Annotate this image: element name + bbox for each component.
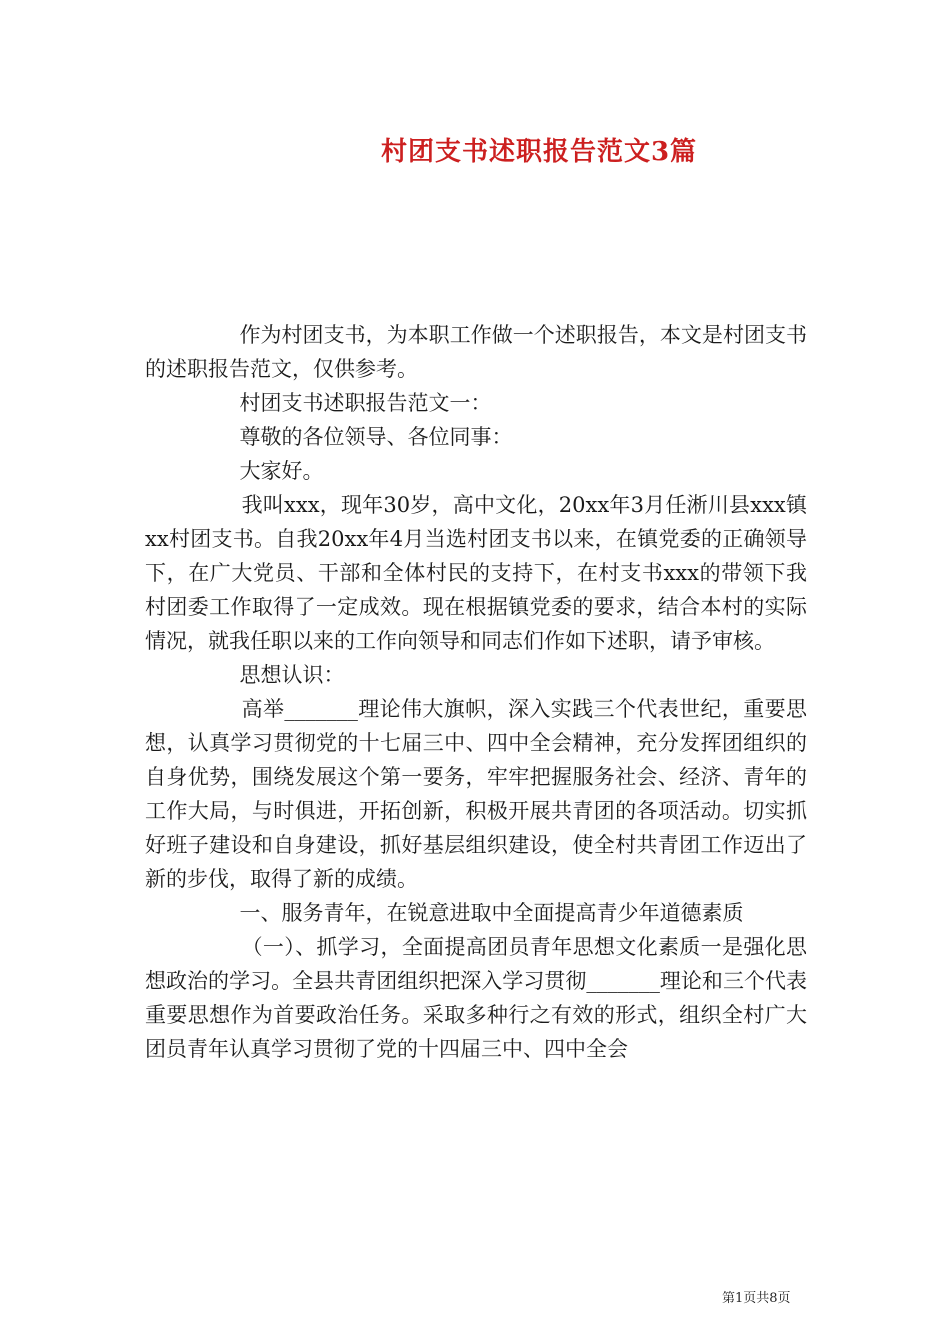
paragraph-salutation: 尊敬的各位领导、各位同事： [239,425,513,449]
document-title: 村团支书述职报告范文3篇 [380,137,698,167]
paragraph-study: （一）、抓学习，全面提高团员青年思想文化素质一是强化思想政治的学习。全县共青团组织把深入学习贯彻_______理论和三个代表重要思想作为首要政治任务。采取多种行之有效的形式，组织全村广大团员青年认真学习贯彻了党的十四届三中、四中全会 [145,935,807,1061]
page-number: 第1页共8页 [722,1291,791,1306]
paragraph-greeting: 大家好。 [239,459,324,483]
paragraph-section-heading: 思想认识： [239,663,345,687]
paragraph-heading-one: 一、服务青年，在锐意进取中全面提高青少年道德素质 [239,901,744,925]
document-body [145,318,807,1066]
paragraph-subtitle: 村团支书述职报告范文一： [239,391,492,415]
paragraph-ideology: 高举_______理论伟大旗帜，深入实践三个代表世纪，重要思想，认真学习贯彻党的十七届三中、四中全会精神，充分发挥团组织的自身优势，围绕发展这个第一要务，牢牢把握服务社会、经济、青年的工作大局，与时俱进，开拓创新，积极开展共青团的各项活动。切实抓好班子建设和自身建设，抓好基层组织建设，使全村共青团工作迈出了新的步伐，取得了新的成绩。 [145,697,807,891]
paragraph-self-intro: 我叫xxx，现年30岁，高中文化，20xx年3月任淅川县xxx镇xx村团支书。自我20xx年4月当选村团支书以来，在镇党委的正确领导下，在广大党员、干部和全体村民的支持下，在村支书xxx的带领下我村团委工作取得了一定成效。现在根据镇党委的要求，结合本村的实际情况，就我任职以来的工作向领导和同志们作如下述职，请予审核。 [145,493,807,653]
paragraph-intro: 作为村团支书，为本职工作做一个述职报告，本文是村团支书的述职报告范文，仅供参考。 [145,323,807,381]
